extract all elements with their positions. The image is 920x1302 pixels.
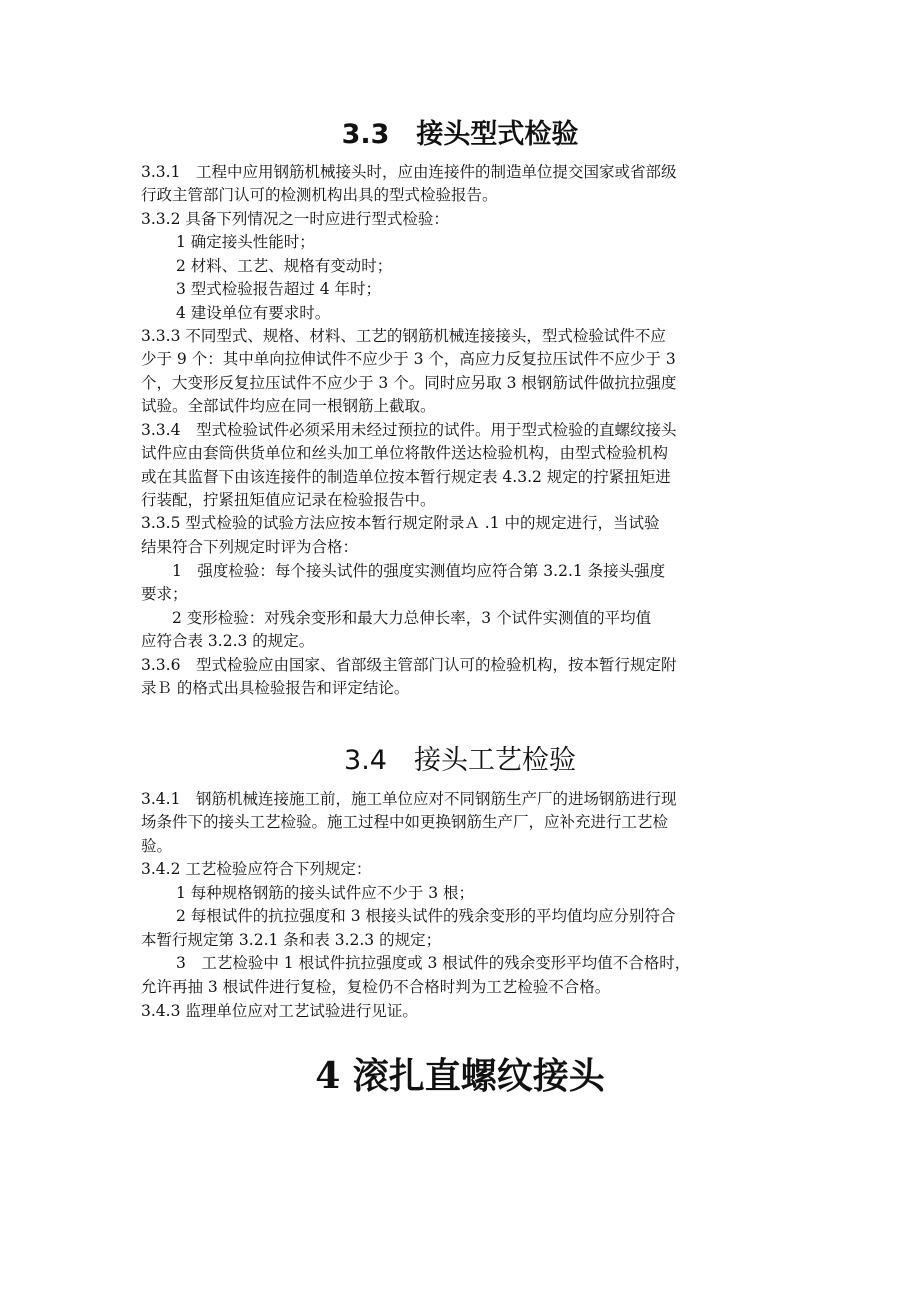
clause-3-4-2-item-1: 1 每种规格钢筋的接头试件应不少于 3 根； (176, 884, 475, 902)
clause-3-3-2-item-2: 2 材料、工艺、规格有变动时； (176, 257, 393, 275)
clause-3-3-6-line-1: 3.3.6 型式检验应由国家、省部级主管部门认可的检验机构，按本暂行规定附 (141, 656, 677, 674)
chapter-4-heading: 4 滚扎直螺纹接头 (315, 1055, 605, 1097)
clause-3-3-3-line-1: 3.3.3 不同型式、规格、材料、工艺的钢筋机械连接接头，型式检验试件不应 (141, 327, 666, 345)
clause-3-3-2: 3.3.2 具备下列情况之一时应进行型式检验： (141, 210, 449, 228)
clause-3-3-5-item-2-line-2: 应符合表 3.2.3 的规定。 (141, 632, 315, 650)
clause-3-3-1-line-2: 行政主管部门认可的检测机构出具的型式检验报告。 (141, 186, 498, 204)
clause-3-3-5-line-2: 结果符合下列规定时评为合格： (141, 538, 359, 556)
clause-3-3-2-item-4: 4 建设单位有要求时。 (176, 304, 331, 322)
clause-3-4-2-item-3-line-2: 允许再抽 3 根试件进行复检，复检仍不合格时判为工艺检验不合格。 (141, 978, 611, 996)
section-3-4-heading: 3.4 接头工艺检验 (344, 745, 576, 776)
clause-3-3-6-line-2: 录Ｂ 的格式出具检验报告和评定结论。 (141, 679, 410, 697)
clause-3-3-4-line-4: 行装配，拧紧扭矩值应记录在检验报告中。 (141, 491, 436, 509)
clause-3-3-2-item-1: 1 确定接头性能时； (176, 233, 315, 251)
clause-3-3-3-line-2: 少于 9 个：其中单向拉伸试件不应少于 3 个，高应力反复拉压试件不应少于 3 (141, 350, 676, 368)
clause-3-4-2-item-3-line-1: 3 工艺检验中 1 根试件抗拉强度或 3 根试件的残余变形平均值不合格时， (176, 954, 691, 972)
clause-3-3-3-line-3: 个，大变形反复拉压试件不应少于 3 个。同时应另取 3 根钢筋试件做抗拉强度 (141, 374, 677, 392)
clause-3-4-1-line-1: 3.4.1 钢筋机械连接施工前，施工单位应对不同钢筋生产厂的进场钢筋进行现 (141, 790, 677, 808)
clause-3-3-4-line-2: 试件应由套筒供货单位和丝头加工单位将散件送达检验机构，由型式检验机构 (141, 444, 669, 462)
clause-3-3-1-line-1: 3.3.1 工程中应用钢筋机械接头时，应由连接件的制造单位提交国家或省部级 (141, 163, 677, 181)
clause-3-3-5-item-1-line-1: 1 强度检验：每个接头试件的强度实测值均应符合第 3.2.1 条接头强度 (141, 562, 666, 580)
clause-3-4-2: 3.4.2 工艺检验应符合下列规定： (141, 860, 372, 878)
clause-3-3-2-item-3: 3 型式检验报告超过 4 年时； (176, 280, 382, 298)
clause-3-4-1-line-2: 场条件下的接头工艺检验。施工过程中如更换钢筋生产厂，应补充进行工艺检 (141, 813, 669, 831)
clause-3-4-3: 3.4.3 监理单位应对工艺试验进行见证。 (141, 1002, 418, 1020)
clause-3-3-3-line-4: 试验。全部试件均应在同一根钢筋上截取。 (141, 397, 436, 415)
clause-3-3-4-line-3: 或在其监督下由该连接件的制造单位按本暂行规定表 4.3.2 规定的拧紧扭矩进 (141, 468, 671, 486)
section-3-3-heading: 3.3 接头型式检验 (341, 119, 579, 150)
clause-3-3-5-item-2-line-1: 2 变形检验：对残余变形和最大力总伸长率，3 个试件实测值的平均值 (141, 609, 652, 627)
clause-3-3-5-line-1: 3.3.5 型式检验的试验方法应按本暂行规定附录Ａ .1 中的规定进行，当试验 (141, 514, 660, 532)
clause-3-3-5-item-1-line-2: 要求； (141, 585, 188, 603)
clause-3-4-2-item-2-line-1: 2 每根试件的抗拉强度和 3 根接头试件的残余变形的平均值均应分别符合 (176, 907, 676, 925)
clause-3-4-1-line-3: 验。 (141, 837, 173, 855)
clause-3-4-2-item-2-line-2: 本暂行规定第 3.2.1 条和表 3.2.3 的规定； (141, 931, 442, 949)
clause-3-3-4-line-1: 3.3.4 型式检验试件必须采用未经过预拉的试件。用于型式检验的直螺纹接头 (141, 421, 677, 439)
